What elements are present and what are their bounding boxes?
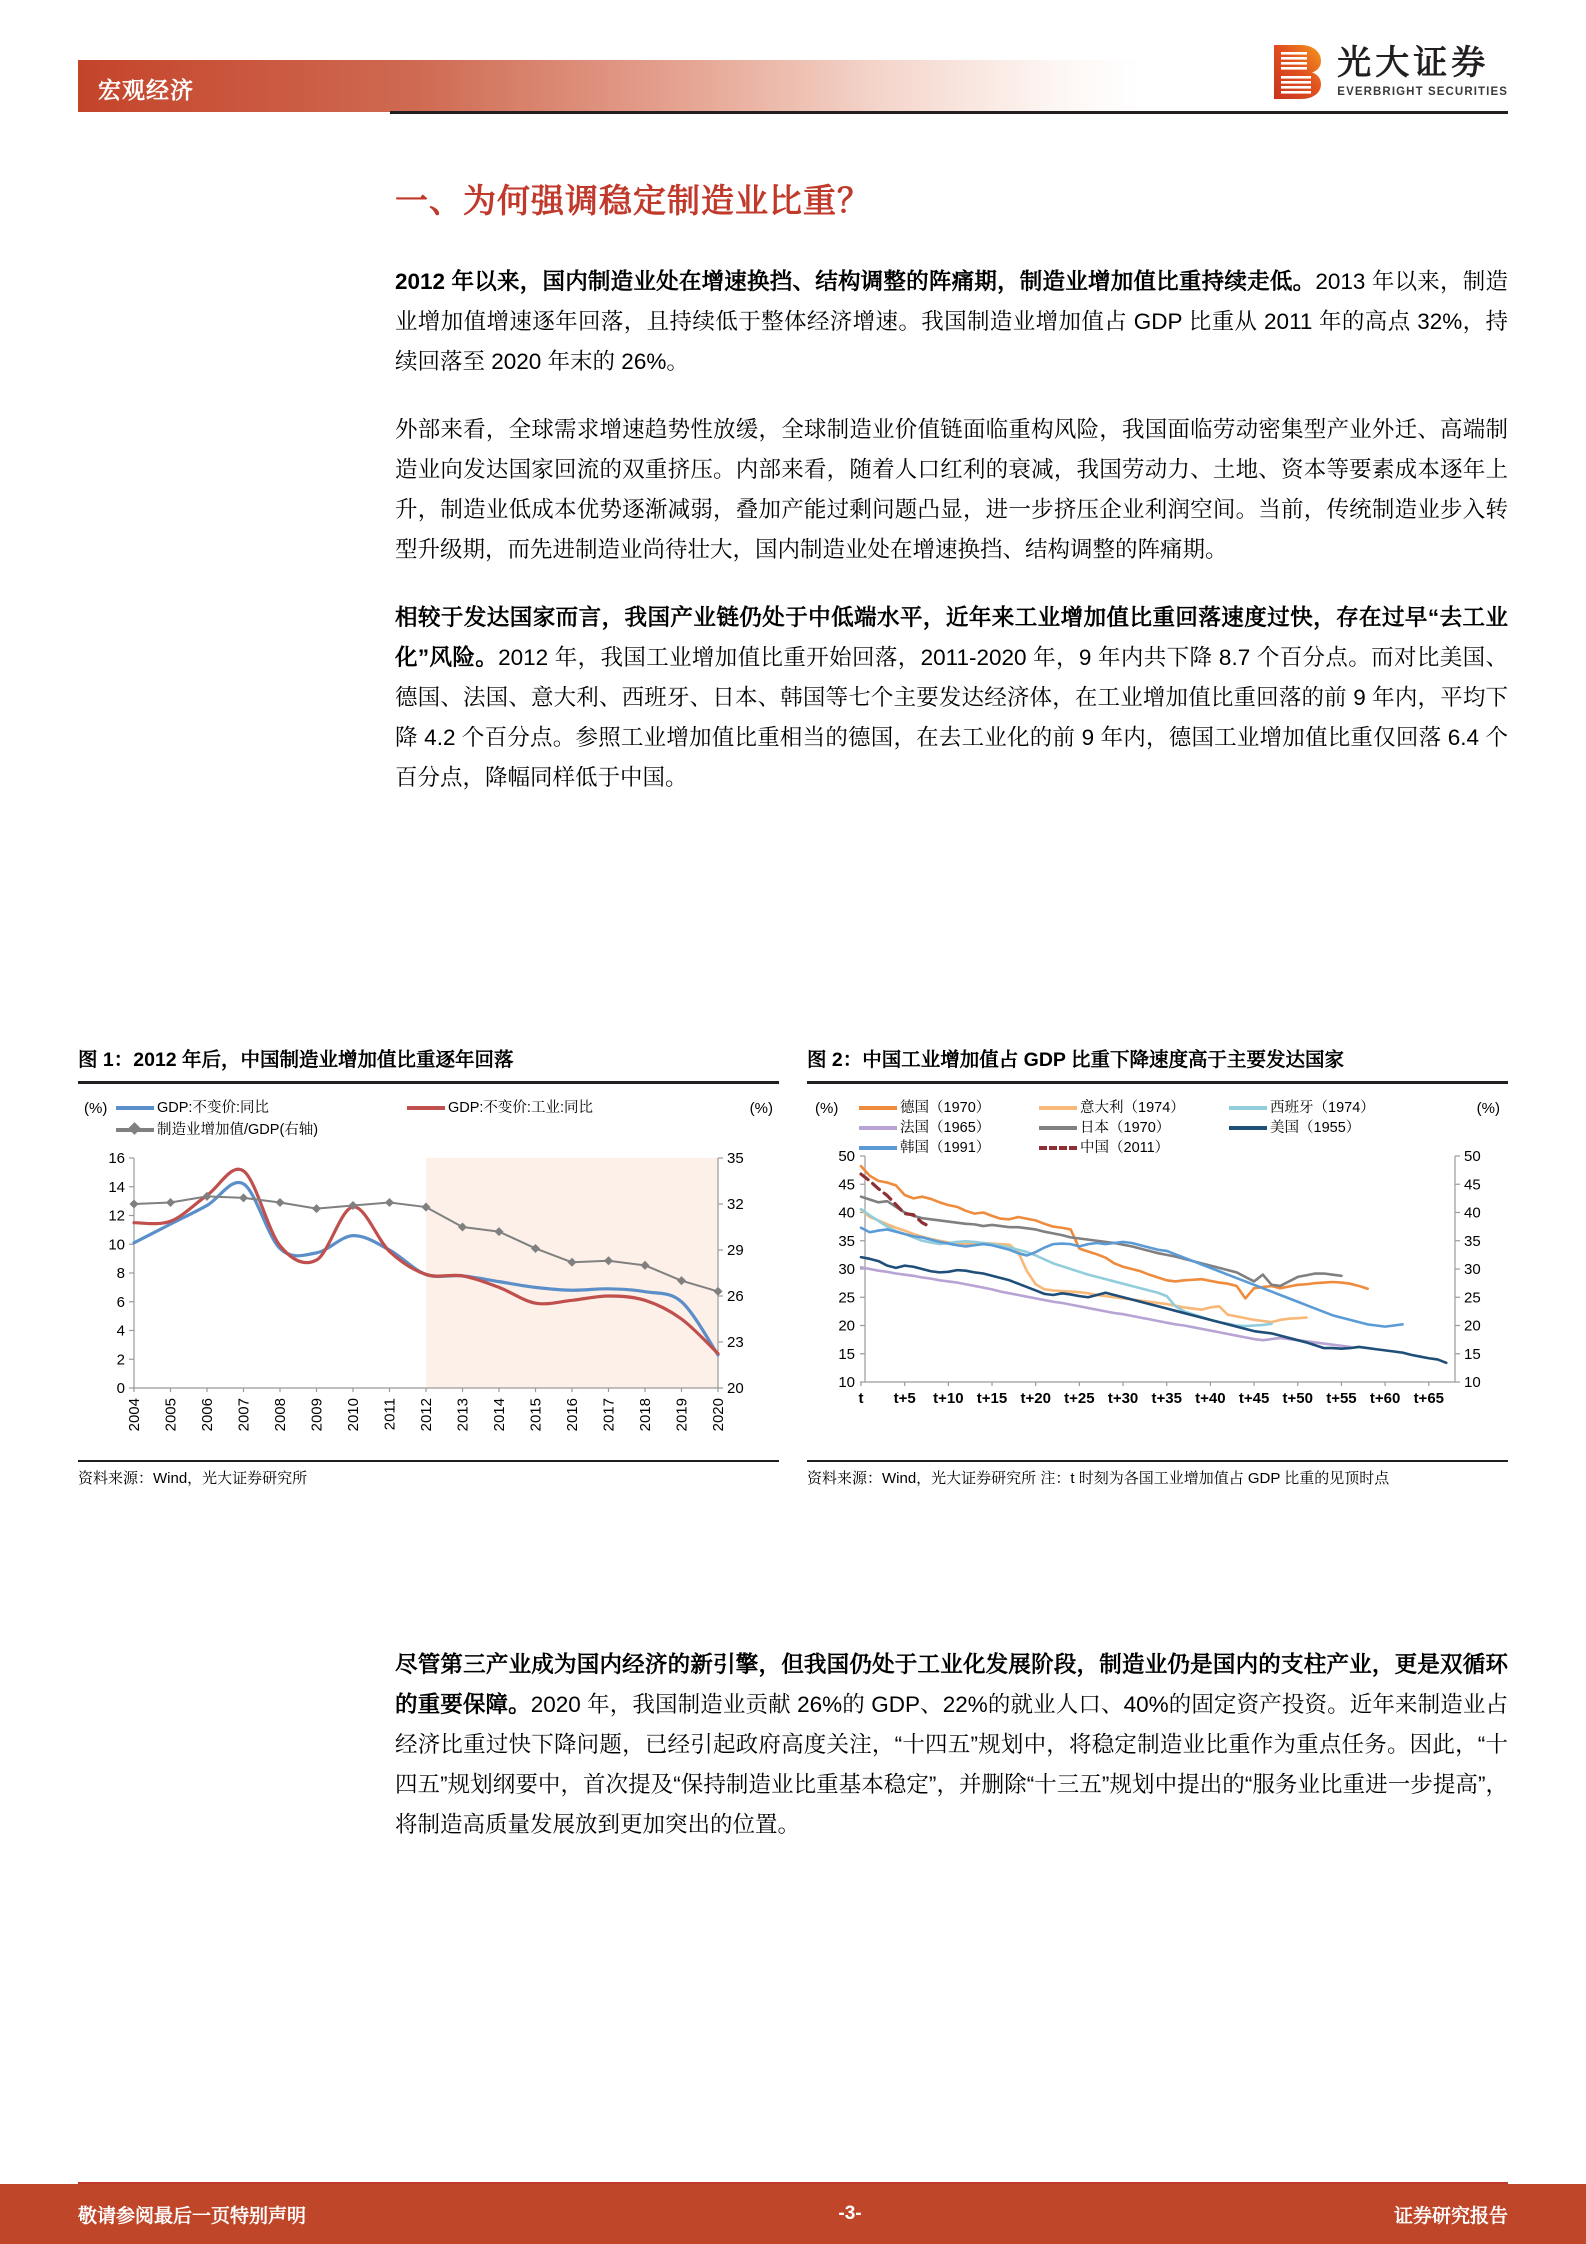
svg-text:t+15: t+15	[976, 1390, 1008, 1408]
svg-text:25: 25	[1464, 1289, 1481, 1307]
svg-text:45: 45	[838, 1176, 855, 1194]
header-divider	[390, 111, 1508, 114]
legend-item-japan	[1039, 1118, 1229, 1138]
paragraph-4	[395, 1645, 1508, 1845]
category-banner	[78, 60, 1140, 112]
legend-swatch-usa	[1229, 1126, 1267, 1130]
legend-label-china: 中国（2011）	[1080, 1140, 1170, 1157]
legend-item-germany	[859, 1098, 1039, 1118]
page-header	[0, 0, 1586, 150]
svg-text:2010: 2010	[345, 1398, 362, 1432]
svg-text:45: 45	[1464, 1176, 1481, 1194]
category-label: 宏观经济	[98, 77, 194, 103]
figure-2	[807, 1048, 1508, 1489]
svg-text:t+25: t+25	[1064, 1390, 1095, 1408]
legend-item-france	[859, 1118, 1039, 1138]
everbright-logo-icon	[1271, 43, 1323, 101]
svg-text:t+55: t+55	[1326, 1390, 1357, 1408]
paragraph-4-rest: 2020 年，我国制造业贡献 26%的 GDP、22%的就业人口、40%的固定资产投资。近年来制造业占经济比重过快下降问题，已经引起政府高度关注，“十四五”规划中，将稳定制造业比重作为重点任务。因此，“十四五”规划纲要中，首次提及“保持制造业比重基本稳定”，并删除“十三五”规划中提出的“服务业比重进一步提高”，将制造高质量发展放到更加突出的位置。	[395, 1692, 1508, 1837]
svg-text:4: 4	[116, 1322, 125, 1340]
svg-text:t+20: t+20	[1020, 1390, 1051, 1408]
figure-2-note: 注：t 时刻为各国工业增加值占 GDP 比重的见顶时点	[1040, 1470, 1390, 1488]
article-content-lower	[395, 1645, 1508, 1873]
figure-1-right-unit: (%)	[749, 1100, 773, 1118]
paragraph-4-lead: 尽管第三产业成为国内经济的新引擎，但我国仍处于工业化发展阶段，制造业仍是国内的支柱产业，更是双循环的重要保障。	[395, 1652, 1508, 1717]
legend-label-korea: 韩国（1991）	[900, 1140, 991, 1157]
svg-text:2013: 2013	[454, 1398, 472, 1432]
logo-english-name: EVERBRIGHT SECURITIES	[1337, 86, 1508, 98]
figure-1-title-rule	[78, 1081, 779, 1084]
svg-text:2011: 2011	[381, 1398, 399, 1431]
svg-text:t+50: t+50	[1282, 1390, 1313, 1408]
paragraph-3	[395, 598, 1508, 798]
legend-swatch-spain	[1229, 1106, 1267, 1110]
svg-text:16: 16	[108, 1150, 125, 1168]
svg-text:6: 6	[116, 1294, 125, 1312]
paragraph-3-lead: 相较于发达国家而言，我国产业链仍处于中低端水平，近年来工业增加值比重回落速度过快，存在过早“去工业化”风险。	[395, 605, 1508, 670]
svg-text:2004: 2004	[126, 1398, 143, 1432]
paragraph-2	[395, 410, 1508, 570]
svg-text:20: 20	[838, 1317, 855, 1335]
svg-text:t: t	[858, 1390, 864, 1408]
svg-text:t+35: t+35	[1151, 1390, 1182, 1408]
legend-label-gdp-yoy: GDP:不变价:同比	[157, 1100, 269, 1117]
svg-text:2009: 2009	[308, 1398, 326, 1432]
figure-1-legend	[78, 1088, 779, 1140]
section-heading: 一、为何强调稳定制造业比重？	[395, 182, 871, 219]
figure-1-plot	[78, 1150, 779, 1450]
svg-text:t+10: t+10	[933, 1390, 964, 1408]
svg-text:2017: 2017	[600, 1398, 618, 1432]
legend-label-italy: 意大利（1974）	[1080, 1100, 1185, 1117]
legend-item-gdp-industry-yoy	[407, 1098, 593, 1118]
legend-swatch-germany	[859, 1106, 897, 1110]
svg-text:t+45: t+45	[1238, 1390, 1270, 1408]
svg-text:12: 12	[108, 1207, 125, 1225]
svg-text:2020: 2020	[710, 1398, 727, 1432]
svg-text:2018: 2018	[637, 1398, 654, 1432]
svg-text:2007: 2007	[235, 1398, 253, 1432]
article-content	[395, 175, 1508, 826]
figure-2-source-line	[807, 1462, 1508, 1489]
svg-text:32: 32	[727, 1196, 744, 1214]
brand-logo	[1271, 41, 1508, 103]
svg-text:2016: 2016	[564, 1398, 581, 1432]
footer-content	[78, 2184, 1508, 2244]
svg-text:26: 26	[727, 1288, 744, 1306]
legend-label-france: 法国（1965）	[900, 1120, 991, 1137]
svg-text:10: 10	[1464, 1374, 1481, 1392]
svg-text:10: 10	[108, 1236, 125, 1254]
svg-text:t+5: t+5	[893, 1390, 916, 1408]
svg-text:2012: 2012	[418, 1398, 435, 1432]
svg-text:t+30: t+30	[1107, 1390, 1139, 1408]
svg-text:t+60: t+60	[1369, 1390, 1401, 1408]
footer-right-text: 证券研究报告	[1393, 2205, 1508, 2227]
svg-text:2008: 2008	[272, 1398, 289, 1432]
svg-text:0: 0	[116, 1380, 125, 1398]
svg-text:35: 35	[838, 1233, 855, 1251]
svg-text:2015: 2015	[527, 1398, 545, 1432]
figure-1	[78, 1048, 779, 1489]
paragraph-3-rest: 2012 年，我国工业增加值比重开始回落，2011-2020 年，9 年内共下降 8.7 个百分点。而对比美国、德国、法国、意大利、西班牙、日本、韩国等七个主要发达经济体，在工业增加值比重回落的前 9 年内，平均下降 4.2 个百分点。参照工业增加值比重相当的德国，在去工业化的前 9 年内，德国工业增加值比重仅回落 6.4 个百分点，降幅同样低于中国。	[395, 645, 1508, 790]
svg-text:20: 20	[1464, 1317, 1481, 1335]
legend-label-spain: 西班牙（1974）	[1270, 1100, 1375, 1117]
svg-text:14: 14	[108, 1179, 125, 1197]
paragraph-1-lead: 2012 年以来，国内制造业处在增速换挡、结构调整的阵痛期，制造业增加值比重持续走低。	[395, 269, 1316, 294]
svg-text:2019: 2019	[673, 1398, 691, 1432]
svg-text:15: 15	[838, 1346, 855, 1364]
legend-label-mfg-share: 制造业增加值/GDP(右轴)	[157, 1122, 319, 1139]
legend-swatch-japan	[1039, 1126, 1077, 1130]
figures-row	[78, 1048, 1508, 1489]
legend-swatch-france	[859, 1126, 897, 1130]
svg-text:20: 20	[727, 1380, 744, 1398]
legend-swatch-italy	[1039, 1106, 1077, 1110]
footer-left-text: 敬请参阅最后一页特别声明	[78, 2205, 307, 2227]
logo-chinese-name: 光大证券	[1337, 44, 1490, 82]
svg-text:40: 40	[838, 1204, 855, 1222]
figure-1-source: 资料来源：Wind，光大证券研究所	[78, 1470, 308, 1488]
figure-2-right-unit: (%)	[1476, 1100, 1500, 1118]
svg-text:10: 10	[838, 1374, 855, 1392]
svg-text:2: 2	[116, 1351, 125, 1369]
svg-text:35: 35	[727, 1150, 744, 1168]
legend-item-usa	[1229, 1118, 1419, 1138]
figure-2-source: 资料来源：Wind，光大证券研究所	[807, 1470, 1037, 1488]
svg-text:25: 25	[838, 1289, 855, 1307]
svg-text:30: 30	[1464, 1261, 1481, 1279]
svg-text:2005: 2005	[162, 1398, 180, 1432]
figure-1-title: 图 1：2012 年后，中国制造业增加值比重逐年回落	[78, 1049, 514, 1071]
legend-item-gdp-yoy	[116, 1098, 269, 1118]
svg-text:t+40: t+40	[1195, 1390, 1226, 1408]
legend-label-gdp-industry-yoy: GDP:不变价:工业:同比	[447, 1100, 593, 1117]
svg-text:8: 8	[116, 1265, 125, 1283]
legend-label-usa: 美国（1955）	[1270, 1120, 1361, 1137]
svg-text:2006: 2006	[199, 1398, 216, 1432]
svg-text:29: 29	[727, 1242, 744, 1260]
legend-item-italy	[1039, 1098, 1229, 1118]
legend-item-mfg-share	[116, 1120, 761, 1140]
figure-2-left-unit: (%)	[815, 1100, 839, 1118]
svg-text:23: 23	[727, 1334, 744, 1352]
svg-text:30: 30	[838, 1261, 855, 1279]
paragraph-1-rest: 2013 年以来，制造业增加值增速逐年回落，且持续低于整体经济增速。我国制造业增加值占 GDP 比重从 2011 年的高点 32%，持续回落至 2020 年末的 26%。	[395, 269, 1509, 374]
footer-page-number: -3-	[838, 2203, 862, 2224]
legend-item-spain	[1229, 1098, 1419, 1118]
legend-swatch-mfg-share	[116, 1128, 154, 1132]
svg-text:35: 35	[1464, 1233, 1481, 1251]
paragraph-1	[395, 262, 1508, 382]
svg-text:t+65: t+65	[1413, 1390, 1445, 1408]
svg-text:50: 50	[1464, 1148, 1481, 1166]
svg-text:50: 50	[838, 1148, 855, 1166]
figure-2-title: 图 2：中国工业增加值占 GDP 比重下降速度高于主要发达国家	[807, 1049, 1345, 1071]
svg-text:2014: 2014	[491, 1398, 508, 1432]
paragraph-2-rest: 外部来看，全球需求增速趋势性放缓，全球制造业价值链面临重构风险，我国面临劳动密集型产业外迁、高端制造业向发达国家回流的双重挤压。内部来看，随着人口红利的衰减，我国劳动力、土地、资本等要素成本逐年上升，制造业低成本优势逐渐减弱，叠加产能过剩问题凸显，进一步挤压企业利润空间。当前，传统制造业步入转型升级期，而先进制造业尚待壮大，国内制造业处在增速换挡、结构调整的阵痛期。	[395, 417, 1508, 562]
svg-text:40: 40	[1464, 1204, 1481, 1222]
legend-swatch-gdp-yoy	[116, 1106, 154, 1110]
page-footer	[0, 2182, 1586, 2244]
svg-text:15: 15	[1464, 1346, 1481, 1364]
figure-1-body	[78, 1088, 779, 1458]
legend-swatch-gdp-industry-yoy	[407, 1106, 445, 1110]
figure-2-plot	[807, 1136, 1508, 1436]
figure-2-body	[807, 1088, 1508, 1458]
legend-label-japan: 日本（1970）	[1080, 1120, 1171, 1137]
legend-label-germany: 德国（1970）	[900, 1100, 991, 1117]
figure-1-left-unit: (%)	[84, 1100, 108, 1118]
figure-2-title-rule	[807, 1081, 1508, 1084]
